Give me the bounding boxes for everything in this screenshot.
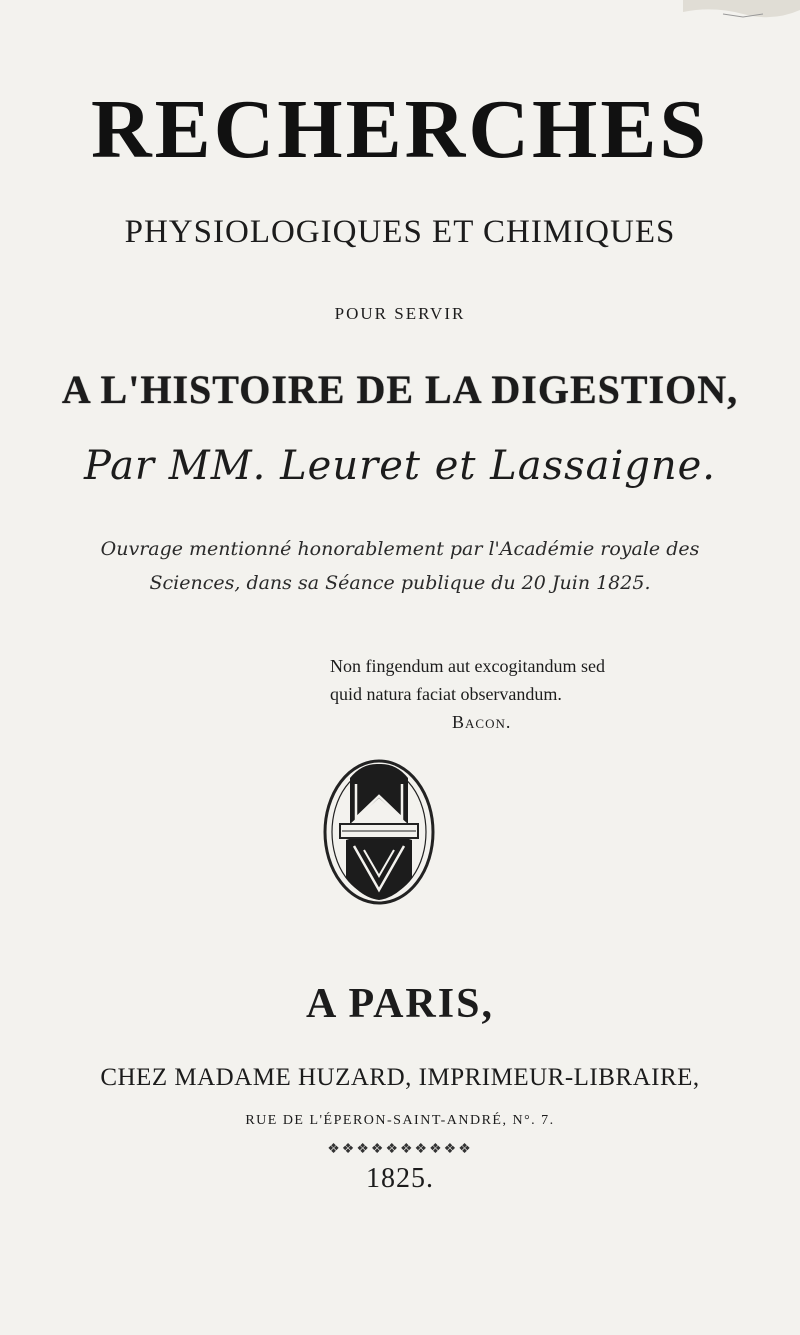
epigraph-line-1: Non fingendum aut excogitandum sed — [330, 656, 605, 676]
histoire-title: A L'HISTOIRE DE LA DIGESTION, — [61, 367, 739, 412]
publication-year: 1825. — [366, 1163, 434, 1194]
handwritten-note — [0, 532, 800, 600]
address-line: RUE DE L'ÉPERON-SAINT-ANDRÉ, N°. 7. — [245, 1113, 555, 1128]
authors-line: Par MM. Leuret et Lassaigne. — [83, 443, 717, 489]
subtitle: PHYSIOLOGIQUES ET CHIMIQUES — [124, 214, 676, 250]
pour-servir: POUR SERVIR — [334, 304, 466, 323]
monogram-seal-icon — [322, 758, 436, 906]
epigraph-author: Bacon. — [452, 712, 512, 732]
epigraph — [330, 652, 770, 736]
main-title: RECHERCHES — [90, 83, 710, 176]
epigraph-line-2: quid natura faciat observandum. — [330, 684, 562, 704]
ornament-divider: ❖❖❖❖❖❖❖❖❖❖ — [327, 1142, 473, 1157]
city-imprint: A PARIS, — [306, 981, 494, 1027]
handwritten-line-2: Sciences, dans sa Séance publique du 20 Juin 1825. — [149, 572, 651, 594]
publisher-line: CHEZ MADAME HUZARD, IMPRIMEUR-LIBRAIRE, — [100, 1064, 700, 1091]
page-edge-stain — [683, 0, 800, 20]
handwritten-line-1: Ouvrage mentionné honorablement par l'Académie royale des — [100, 538, 700, 560]
